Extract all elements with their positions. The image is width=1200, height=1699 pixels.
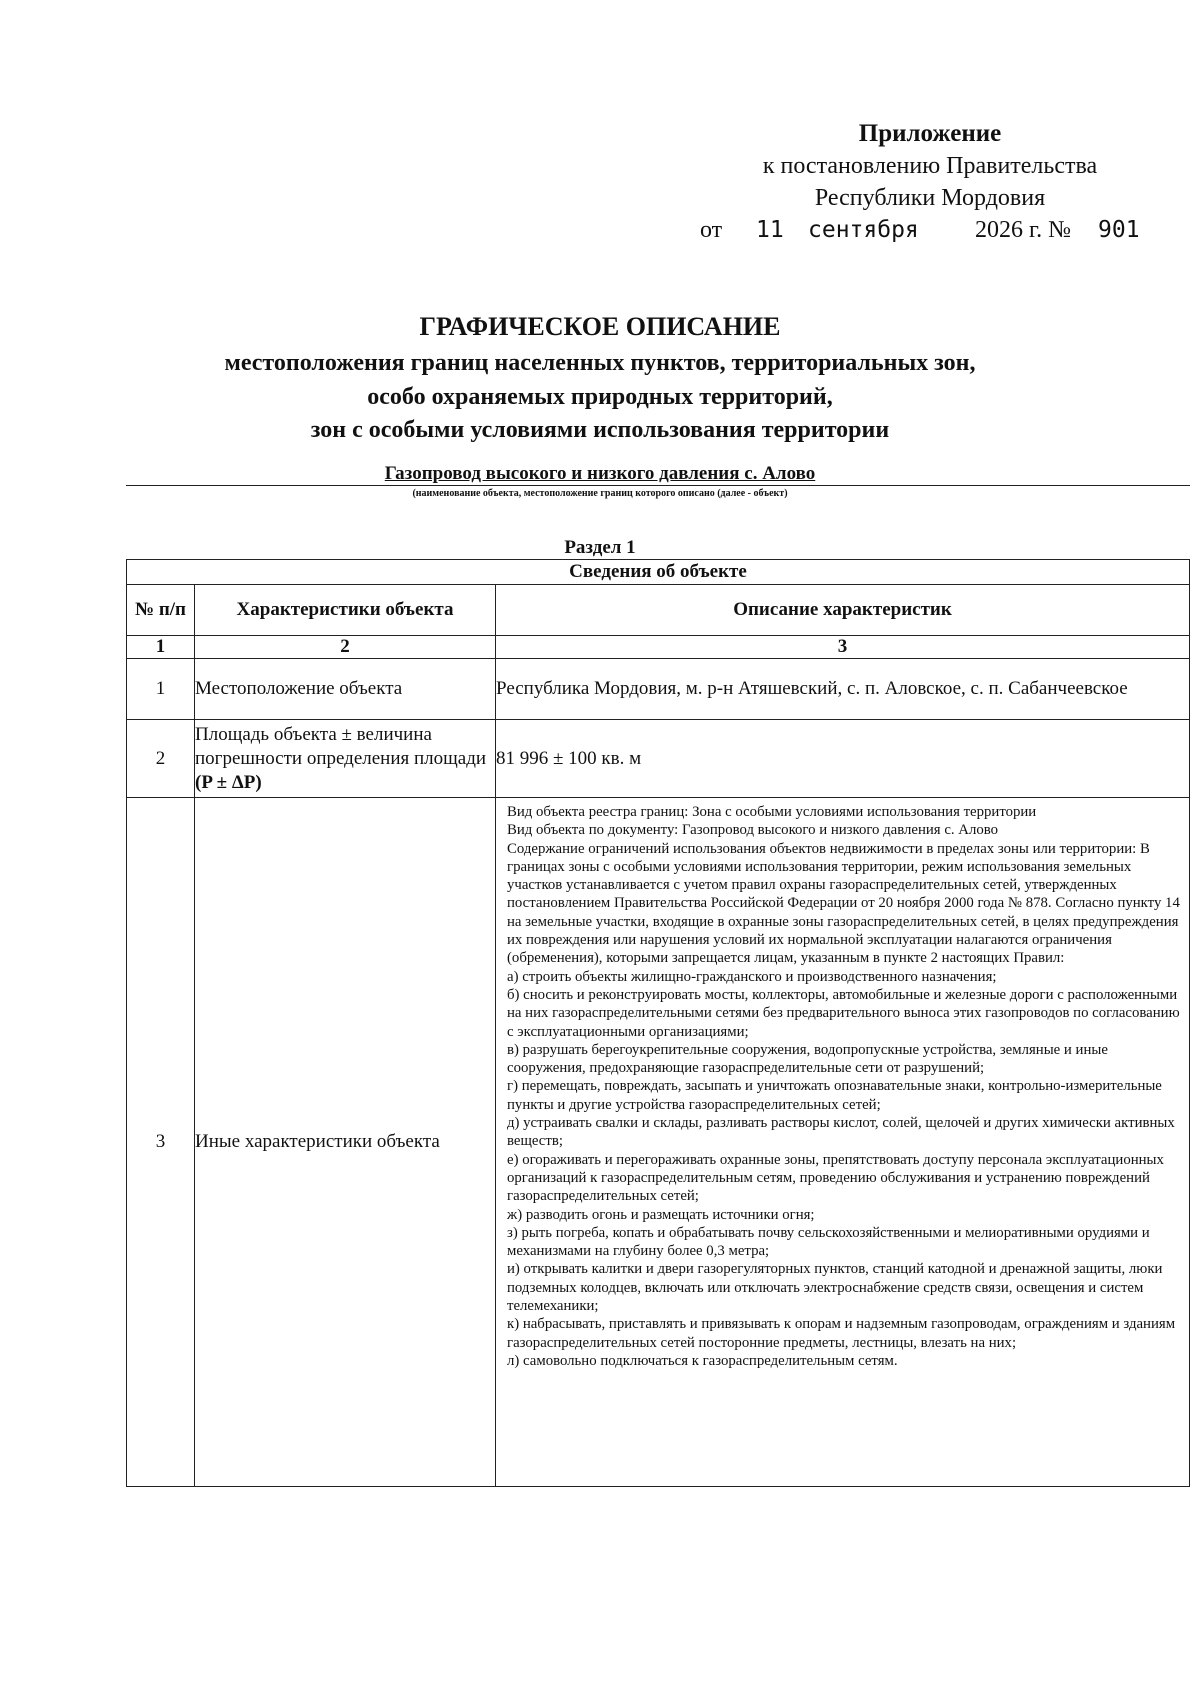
table-row	[127, 659, 1190, 720]
description-paragraph: Содержание ограничений использования объектов недвижимости в пределах зоны или территории: В границах зоны с особыми условиями использования территории, режим использования земельных участков устанавливается с учетом правил охраны газораспределительных сетей, утвержденных постановлением Правительства Российской Федерации от 20 ноября 2000 года № 878. Согласно пункту 14 на земельные участки, входящие в охранные зоны газораспределительных сетей, в целях предупреждения их повреждения или нарушения условий их нормальной эксплуатации налагаются ограничения (обременения), которыми запрещается лицам, указанным в пункте 2 настоящих Правил:	[507, 840, 1180, 967]
row-value: Республика Мордовия, м. р-н Атяшевский, с. п. Аловское, с. п. Сабанчеевское	[496, 659, 1190, 720]
object-caption: (наименование объекта, местоположение границ которого описано (далее - объект)	[412, 488, 788, 499]
document-number: 901	[1098, 217, 1140, 243]
description-paragraph: в) разрушать берегоукрепительные сооружения, водопропускные устройства, земляные и иные сооружения, предохраняющие газораспределительные сети от разрушений;	[507, 1041, 1108, 1077]
row-description	[496, 798, 1190, 1487]
row-value: 81 996 ± 100 кв. м	[496, 720, 1190, 798]
appendix-date-line	[700, 214, 1160, 246]
description-paragraph: а) строить объекты жилищно-гражданского и производственного назначения;	[507, 968, 997, 985]
date-day: 11	[756, 217, 784, 243]
table-row	[127, 798, 1190, 1487]
description-paragraph: з) рыть погреба, копать и обрабатывать почву сельскохозяйственными и мелиоративными орудиями и механизмами на глубину более 0,3 метра;	[507, 1224, 1150, 1260]
row-label: Иные характеристики объекта	[195, 798, 496, 1487]
column-number-1: 1	[127, 636, 195, 659]
description-paragraph: е) огораживать и перегораживать охранные зоны, препятствовать доступу персонала эксплуатационных организаций к газораспределительным сетям, проведению обслуживания и устранению повреждений газораспределительных сетей;	[507, 1151, 1164, 1205]
row-label-text: Площадь объекта ± величина погрешности определения площади	[195, 723, 487, 769]
object-name: Газопровод высокого и низкого давления с. Алово	[384, 463, 816, 484]
appendix-line-2: Республики Мордовия	[814, 185, 1046, 211]
document-subtitle-3: зон с особыми условиями использования территории	[310, 417, 890, 443]
table-caption: Сведения об объекте	[127, 560, 1190, 585]
description-paragraph: и) открывать калитки и двери газорегуляторных пунктов, станций катодной и дренажной защиты, люки подземных колодцев, включать или отключать электроснабжение средств связи, освещения и систем телемеханики;	[507, 1261, 1163, 1315]
description-paragraph: Вид объекта по документу: Газопровод высокого и низкого давления с. Алово	[507, 822, 999, 839]
table-column-numbers-row	[127, 636, 1190, 659]
area-formula: (P ± ΔP)	[195, 771, 262, 793]
description-paragraph: Вид объекта реестра границ: Зона с особыми условиями использования территории	[507, 804, 1037, 820]
header-description: Описание характеристик	[496, 585, 1190, 636]
column-number-2: 2	[195, 636, 496, 659]
header-characteristics: Характеристики объекта	[195, 585, 496, 636]
description-paragraph: л) самовольно подключаться к газораспределительным сетям.	[507, 1352, 898, 1369]
description-paragraph: г) перемещать, повреждать, засыпать и уничтожать опознавательные знаки, контрольно-измерительные пункты и другие устройства газораспределительных сетей;	[507, 1078, 1162, 1113]
table-caption-row	[127, 560, 1190, 585]
document-title: ГРАФИЧЕСКОЕ ОПИСАНИЕ	[419, 312, 781, 341]
description-paragraph: д) устраивать свалки и склады, разливать растворы кислот, солей, щелочей и других химически активных веществ;	[507, 1115, 1175, 1150]
description-paragraph: б) сносить и реконструировать мосты, коллекторы, автомобильные и железные дороги с расположенными на них газораспределительными сетями без предварительного выноса этих газопроводов по согласованию с эксплуатационными организациями;	[507, 986, 1180, 1040]
column-number-3: 3	[496, 636, 1190, 659]
appendix-line-1: к постановлению Правительства	[762, 153, 1098, 179]
row-number: 2	[127, 720, 195, 798]
appendix-block	[700, 118, 1160, 246]
row-number: 3	[127, 798, 195, 1487]
description-paragraph: ж) разводить огонь и размещать источники огня;	[507, 1206, 815, 1223]
date-month: сентября	[808, 217, 919, 243]
document-subtitle-1: местоположения границ населенных пунктов, территориальных зон,	[224, 350, 976, 376]
date-year: 2026 г. №	[975, 217, 1072, 243]
row-label: Местоположение объекта	[195, 659, 496, 720]
date-prefix: от	[700, 217, 723, 243]
row-label	[195, 720, 496, 798]
section-title: Раздел 1	[564, 537, 636, 558]
table-header-row	[127, 585, 1190, 636]
object-info-table	[126, 559, 1190, 1487]
table-row	[127, 720, 1190, 798]
description-paragraph: к) набрасывать, приставлять и привязывать к опорам и надземным газопроводам, ограждениям и зданиям газораспределительных сетей посторонние предметы, лестницы, влезать на них;	[507, 1316, 1176, 1351]
header-number: № п/п	[127, 585, 195, 636]
row-number: 1	[127, 659, 195, 720]
appendix-title: Приложение	[858, 120, 1002, 147]
document-subtitle-2: особо охраняемых природных территорий,	[367, 384, 833, 410]
object-name-rule	[126, 485, 1190, 486]
